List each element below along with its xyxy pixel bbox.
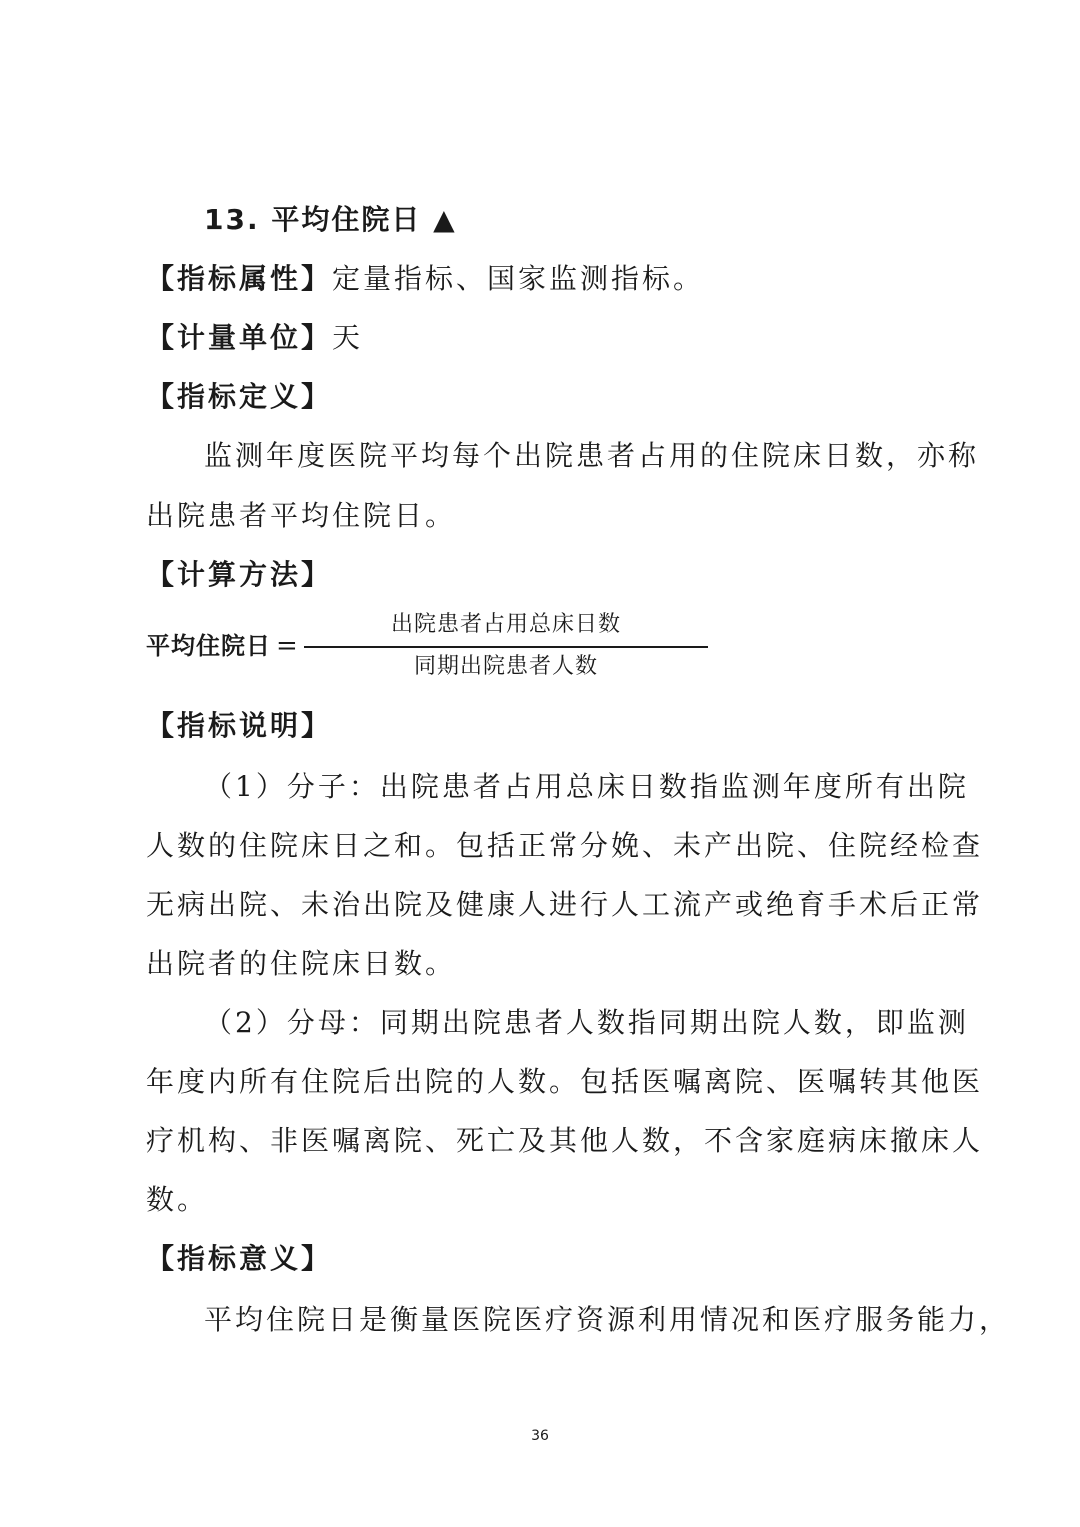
explanation-line: （1）分子：出院患者占用总床日数指监测年度所有出院 — [204, 770, 969, 803]
attributes-value: 定量指标、国家监测指标。 — [332, 262, 705, 295]
formula-denominator: 同期出院患者人数 — [413, 654, 598, 679]
formula-equals: = — [276, 631, 298, 661]
explanation-line: 疗机构、非医嘱离院、死亡及其他人数，不含家庭病床撤床人 — [146, 1124, 984, 1157]
definition-label: 【指标定义】 — [146, 380, 333, 413]
fraction-bar — [304, 646, 708, 648]
significance-label: 【指标意义】 — [146, 1242, 333, 1275]
definition-line: 监测年度医院平均每个出院患者占用的住院床日数，亦称 — [204, 439, 980, 472]
definition-line: 出院患者平均住院日。 — [146, 499, 457, 532]
attributes-label: 【指标属性】 — [146, 262, 333, 295]
significance-line: 平均住院日是衡量医院医疗资源利用情况和医疗服务能力， — [204, 1303, 1011, 1336]
explanation-label: 【指标说明】 — [146, 709, 333, 742]
formula — [146, 606, 621, 686]
unit-row — [146, 318, 936, 358]
unit-label: 【计量单位】 — [146, 321, 333, 354]
attributes-row — [146, 259, 936, 299]
page-number: 36 — [531, 1428, 549, 1444]
formula-numerator: 出院患者占用总床日数 — [390, 612, 621, 637]
explanation-line: 出院者的住院床日数。 — [146, 947, 457, 980]
method-label: 【计算方法】 — [146, 558, 333, 591]
section-title: 13. 平均住院日 ▲ — [204, 203, 457, 236]
explanation-line: （2）分母：同期出院患者人数指同期出院人数，即监测 — [204, 1006, 969, 1039]
unit-value: 天 — [332, 321, 364, 354]
formula-lhs: 平均住院日 — [146, 632, 271, 660]
explanation-line: 无病出院、未治出院及健康人进行人工流产或绝育手术后正常 — [146, 888, 984, 921]
explanation-line: 年度内所有住院后出院的人数。包括医嘱离院、医嘱转其他医 — [146, 1065, 984, 1098]
explanation-line: 人数的住院床日之和。包括正常分娩、未产出院、住院经检查 — [146, 829, 984, 862]
explanation-line: 数。 — [146, 1183, 209, 1216]
